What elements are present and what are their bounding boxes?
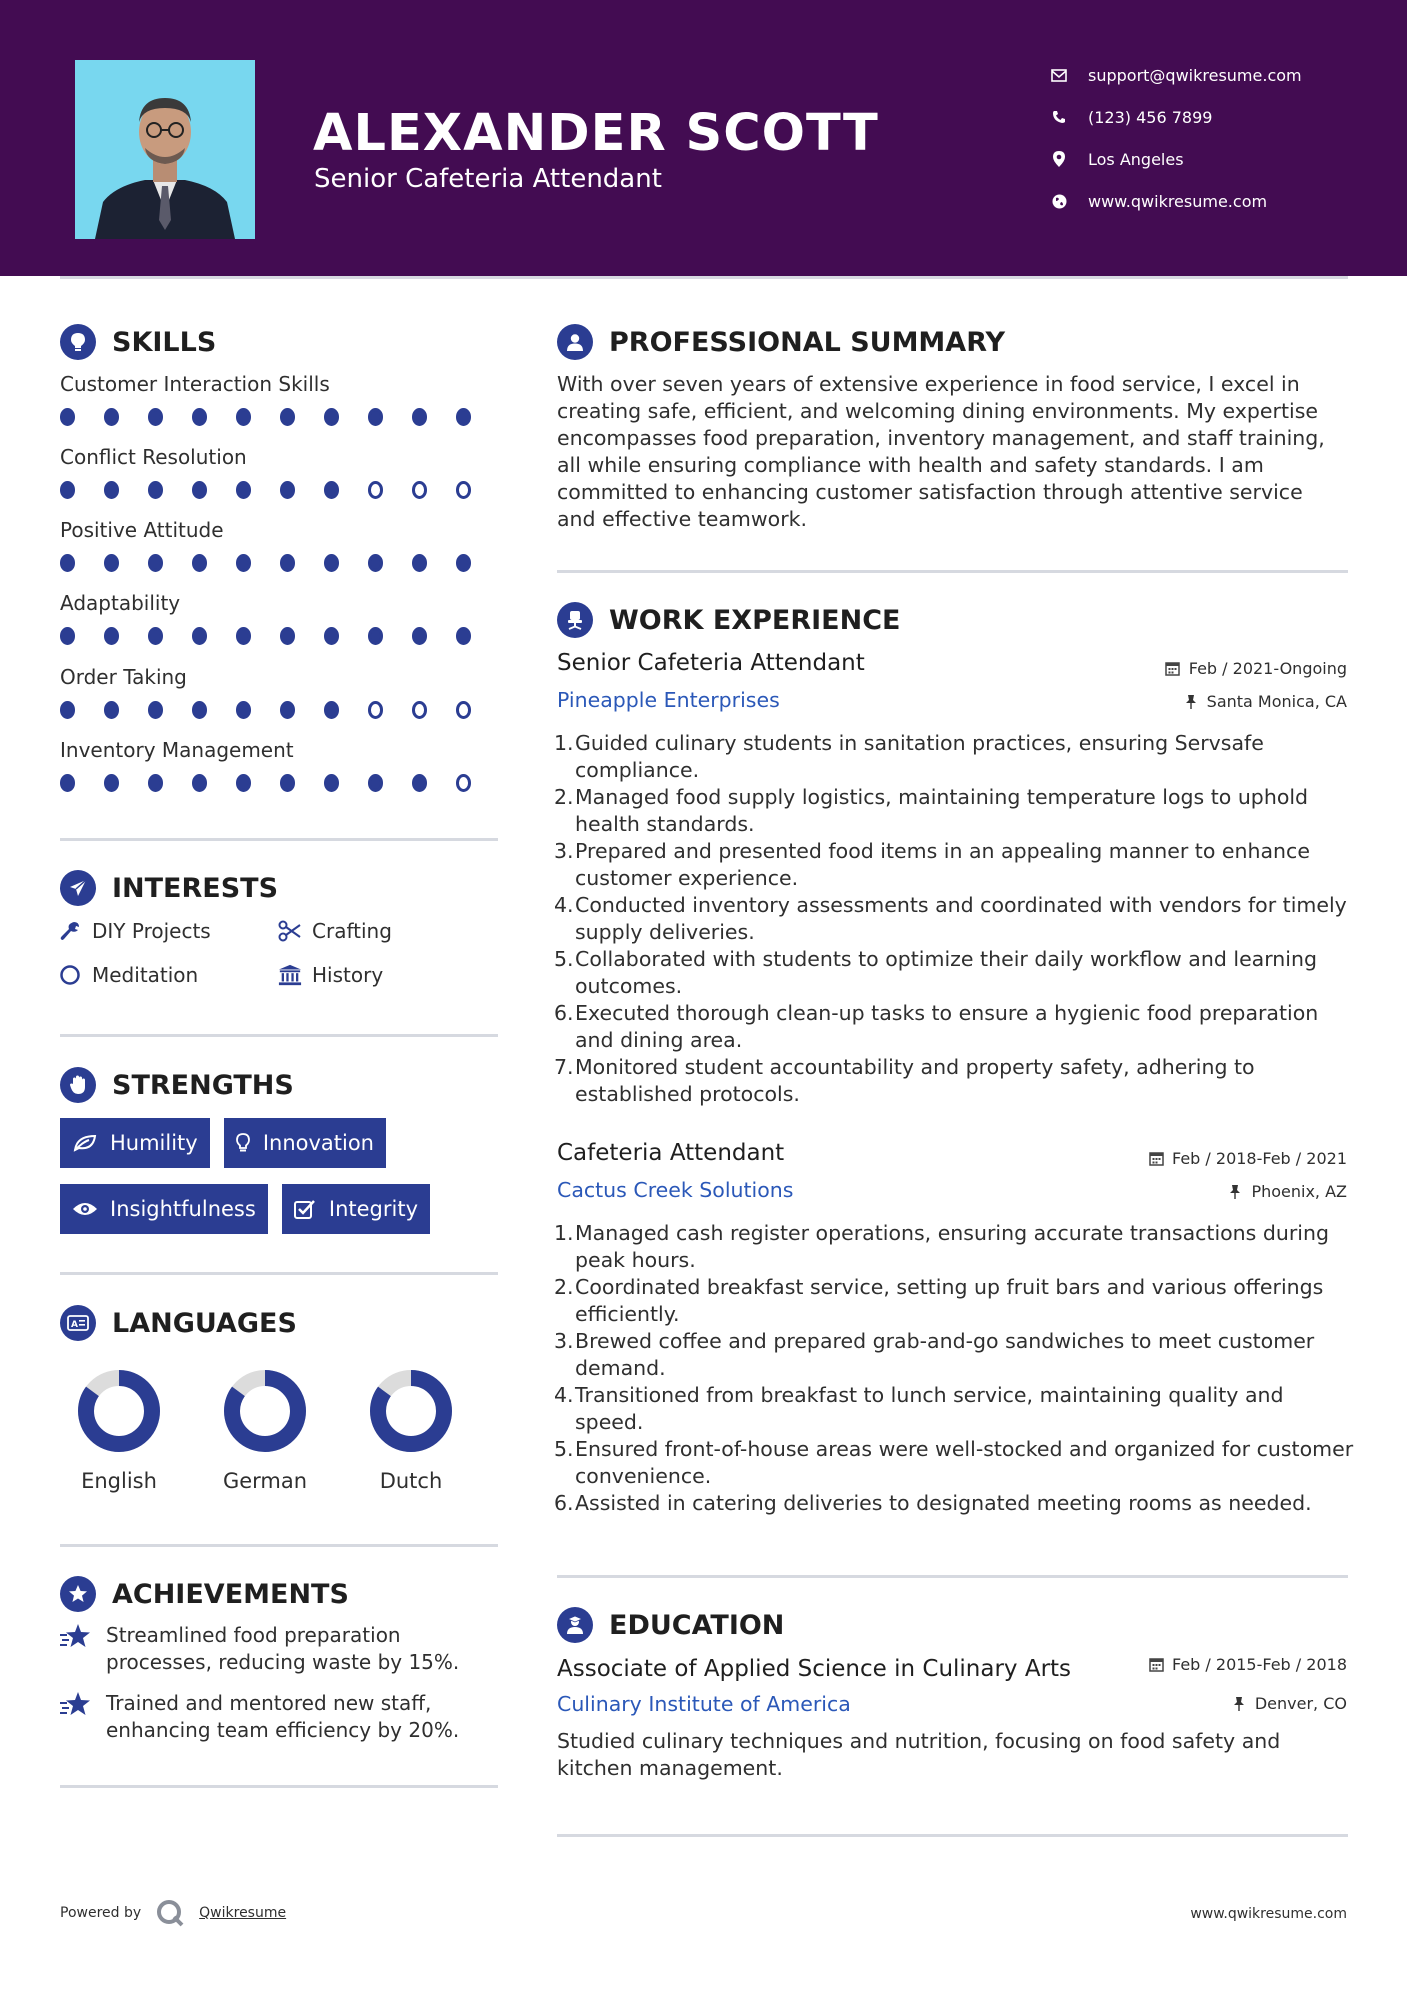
experience-heading xyxy=(557,602,900,638)
rating-dot-filled xyxy=(148,554,163,572)
star-icon xyxy=(60,1690,92,1720)
pushpin-icon xyxy=(1183,694,1199,710)
duty-item: 5. Collaborated with students to optimize their daily workflow and learning outcomes. xyxy=(554,947,1318,998)
rating-dot-empty xyxy=(456,481,471,499)
duty-item: 1. Managed cash register operations, ensuring accurate transactions during peak hours. xyxy=(554,1221,1330,1272)
strengths-heading-text: STRENGTHS xyxy=(112,1069,294,1101)
rating-dot-empty xyxy=(456,774,471,792)
contact-location xyxy=(1050,138,1302,180)
skills-heading xyxy=(60,324,216,360)
duty-item: 7. Monitored student accountability and property safety, adhering to established protocols. xyxy=(554,1055,1255,1106)
interest-item xyxy=(278,919,392,943)
duty-item: 6. Assisted in catering deliveries to designated meeting rooms as needed. xyxy=(554,1491,1312,1515)
duty-item: 1. Guided culinary students in sanitation practices, ensuring Servsafe compliance. xyxy=(554,731,1264,782)
language-item xyxy=(59,1367,179,1493)
job-title: Senior Cafeteria Attendant xyxy=(557,650,865,676)
rating-dot-filled xyxy=(280,774,295,792)
paper-plane-icon xyxy=(60,870,96,906)
duty-item: 4. Transitioned from breakfast to lunch service, maintaining quality and speed. xyxy=(554,1383,1284,1434)
strength-label: Innovation xyxy=(262,1131,374,1155)
star-badge-icon xyxy=(60,1576,96,1612)
skill-rating xyxy=(60,627,500,645)
rating-dot-filled xyxy=(148,701,163,719)
rating-dot-filled xyxy=(324,554,339,572)
language-item xyxy=(205,1367,325,1493)
svg-text:A: A xyxy=(71,1320,78,1330)
skill-name: Order Taking xyxy=(60,665,187,689)
calendar-icon xyxy=(1148,1151,1164,1167)
envelope-icon xyxy=(1050,66,1068,84)
education-location-text: Denver, CO xyxy=(1254,1694,1347,1713)
skill-name: Positive Attitude xyxy=(60,518,224,542)
skill-item xyxy=(60,372,500,426)
institution-icon xyxy=(278,963,302,987)
globe-icon xyxy=(1050,192,1068,210)
languages-heading-text: LANGUAGES xyxy=(112,1307,297,1339)
education-location xyxy=(1231,1694,1347,1713)
strength-badge xyxy=(224,1118,386,1168)
skill-name: Inventory Management xyxy=(60,738,294,762)
hand-icon xyxy=(60,1067,96,1103)
footer-website[interactable]: www.qwikresume.com xyxy=(1190,1906,1347,1922)
interest-item xyxy=(278,963,383,987)
rating-dot-filled xyxy=(104,627,119,645)
rating-dot-filled xyxy=(104,408,119,426)
rating-dot-filled xyxy=(192,774,207,792)
interest-item xyxy=(58,963,198,987)
rating-dot-filled xyxy=(236,554,251,572)
experience-heading-text: WORK EXPERIENCE xyxy=(609,604,901,636)
education-description: Studied culinary techniques and nutrition, focusing on food safety and kitchen management. xyxy=(557,1729,1281,1780)
duty-item: 2. Coordinated breakfast service, setting up fruit bars and various offerings efficiently. xyxy=(554,1275,1324,1326)
duty-item: 3. Brewed coffee and prepared grab-and-go sandwiches to meet customer demand. xyxy=(554,1329,1315,1380)
achievement-item xyxy=(60,1690,500,1744)
achievements-heading xyxy=(60,1576,349,1612)
section-divider xyxy=(557,1575,1348,1578)
skill-item xyxy=(60,665,500,719)
language-name: English xyxy=(81,1469,157,1493)
skill-item xyxy=(60,445,500,499)
rating-dot-filled xyxy=(456,408,471,426)
circle-icon xyxy=(58,963,82,987)
education-dates xyxy=(1148,1655,1347,1674)
rating-dot-filled xyxy=(192,627,207,645)
rating-dot-filled xyxy=(148,774,163,792)
job-dates xyxy=(1165,659,1347,678)
skill-name: Adaptability xyxy=(60,591,181,615)
strength-label: Integrity xyxy=(328,1197,418,1221)
strength-label: Humility xyxy=(110,1131,198,1155)
graduate-icon xyxy=(557,1607,593,1643)
rating-dot-filled xyxy=(192,481,207,499)
profile-photo xyxy=(75,60,255,239)
language-item xyxy=(351,1367,471,1493)
language-donut xyxy=(221,1367,309,1455)
rating-dot-filled xyxy=(60,701,75,719)
skill-name: Conflict Resolution xyxy=(60,445,247,469)
wrench-icon xyxy=(58,919,82,943)
section-divider xyxy=(60,838,498,841)
leaf-icon xyxy=(72,1132,98,1154)
strengths-heading xyxy=(60,1067,294,1103)
rating-dot-filled xyxy=(104,774,119,792)
skill-item xyxy=(60,738,500,792)
rating-dot-filled xyxy=(192,554,207,572)
rating-dot-filled xyxy=(456,554,471,572)
achievements-heading-text: ACHIEVEMENTS xyxy=(112,1578,349,1610)
header-divider xyxy=(60,276,1348,279)
rating-dot-filled xyxy=(148,627,163,645)
rating-dot-filled xyxy=(280,554,295,572)
interest-item xyxy=(58,919,211,943)
language-donut xyxy=(367,1367,455,1455)
lightbulb-icon xyxy=(236,1132,251,1154)
languages-heading xyxy=(60,1305,297,1341)
rating-dot-empty xyxy=(368,701,383,719)
section-divider xyxy=(60,1785,498,1788)
qwikresume-logo-icon xyxy=(155,1898,185,1928)
rating-dot-filled xyxy=(236,408,251,426)
job-location-text: Santa Monica, CA xyxy=(1206,692,1347,711)
achievement-item xyxy=(60,1622,500,1676)
duty-item: 6. Executed thorough clean-up tasks to ensure a hygienic food preparation and dining area. xyxy=(554,1001,1319,1052)
contact-email-text: support@qwikresume.com xyxy=(1088,65,1302,85)
rating-dot-filled xyxy=(324,701,339,719)
duty-item: 3. Prepared and presented food items in an appealing manner to enhance customer experience. xyxy=(554,839,1310,890)
rating-dot-filled xyxy=(324,627,339,645)
rating-dot-filled xyxy=(60,408,75,426)
rating-dot-filled xyxy=(280,627,295,645)
pushpin-icon xyxy=(1227,1184,1243,1200)
strength-badge xyxy=(60,1118,210,1168)
rating-dot-filled xyxy=(368,408,383,426)
rating-dot-filled xyxy=(104,481,119,499)
candidate-title: Senior Cafeteria Attendant xyxy=(314,164,662,194)
rating-dot-empty xyxy=(456,701,471,719)
job-location-text: Phoenix, AZ xyxy=(1251,1182,1347,1201)
rating-dot-filled xyxy=(236,627,251,645)
job-dates-text: Feb / 2021-Ongoing xyxy=(1188,659,1347,678)
rating-dot-empty xyxy=(412,481,427,499)
interest-label: History xyxy=(312,963,384,987)
contact-website-text: www.qwikresume.com xyxy=(1088,191,1268,211)
rating-dot-filled xyxy=(368,627,383,645)
section-divider xyxy=(557,1834,1348,1837)
candidate-name: ALEXANDER SCOTT xyxy=(313,104,879,163)
rating-dot-filled xyxy=(192,408,207,426)
rating-dot-filled xyxy=(324,774,339,792)
job-location xyxy=(1183,692,1347,711)
rating-dot-filled xyxy=(148,481,163,499)
achievement-text: Streamlined food preparation processes, reducing waste by 15%. xyxy=(106,1623,460,1674)
duty-item: 4. Conducted inventory assessments and coordinated with vendors for timely supply deliveries. xyxy=(554,893,1347,944)
interest-label: Meditation xyxy=(92,963,199,987)
interest-label: Crafting xyxy=(312,919,392,943)
contact-website[interactable] xyxy=(1050,180,1302,222)
phone-icon xyxy=(1050,108,1068,126)
education-heading-text: EDUCATION xyxy=(609,1609,785,1641)
language-name: German xyxy=(222,1469,308,1493)
skill-rating xyxy=(60,408,500,426)
powered-by-text: Powered by xyxy=(60,1905,142,1921)
rating-dot-filled xyxy=(412,774,427,792)
checkbox-icon xyxy=(294,1198,317,1220)
duty-item: 2. Managed food supply logistics, maintaining temperature logs to uphold health standards. xyxy=(554,785,1309,836)
calendar-icon xyxy=(1148,1657,1164,1673)
job-dates xyxy=(1148,1149,1347,1168)
rating-dot-filled xyxy=(368,774,383,792)
rating-dot-filled xyxy=(280,701,295,719)
rating-dot-filled xyxy=(104,701,119,719)
rating-dot-filled xyxy=(412,554,427,572)
school-name[interactable]: Culinary Institute of America xyxy=(557,1692,851,1716)
degree-title: Associate of Applied Science in Culinary Arts xyxy=(557,1656,1072,1682)
strength-badge xyxy=(282,1184,430,1234)
rating-dot-empty xyxy=(368,481,383,499)
interests-heading xyxy=(60,870,278,906)
company-name[interactable]: Cactus Creek Solutions xyxy=(557,1178,794,1202)
skill-rating xyxy=(60,701,500,719)
footer-branding xyxy=(60,1898,286,1928)
language-donut xyxy=(75,1367,163,1455)
section-divider xyxy=(557,570,1348,573)
eye-icon xyxy=(72,1198,98,1220)
qwikresume-link[interactable]: Qwikresume xyxy=(199,1905,287,1921)
skill-rating xyxy=(60,554,500,572)
calendar-icon xyxy=(1165,661,1181,677)
skill-item xyxy=(60,518,500,572)
rating-dot-filled xyxy=(104,554,119,572)
strength-badge xyxy=(60,1184,268,1234)
rating-dot-filled xyxy=(280,481,295,499)
contact-list xyxy=(1050,54,1302,222)
job-title: Cafeteria Attendant xyxy=(557,1140,785,1166)
section-divider xyxy=(60,1034,498,1037)
resume-header xyxy=(0,0,1407,276)
rating-dot-filled xyxy=(60,554,75,572)
summary-heading xyxy=(557,324,1005,360)
star-icon xyxy=(60,1622,92,1652)
rating-dot-filled xyxy=(192,701,207,719)
summary-heading-text: PROFESSIONAL SUMMARY xyxy=(609,326,1006,358)
rating-dot-filled xyxy=(148,408,163,426)
scissors-icon xyxy=(278,919,302,943)
education-dates-text: Feb / 2015-Feb / 2018 xyxy=(1172,1655,1347,1674)
rating-dot-filled xyxy=(368,554,383,572)
duty-item: 5. Ensured front-of-house areas were well-stocked and organized for customer convenience. xyxy=(554,1437,1354,1488)
rating-dot-filled xyxy=(60,481,75,499)
rating-dot-filled xyxy=(236,701,251,719)
section-divider xyxy=(60,1544,498,1547)
rating-dot-filled xyxy=(324,408,339,426)
section-divider xyxy=(60,1272,498,1275)
job-duties xyxy=(554,730,1357,1108)
rating-dot-filled xyxy=(60,774,75,792)
office-chair-icon xyxy=(557,602,593,638)
language-card-icon xyxy=(60,1305,96,1341)
rating-dot-filled xyxy=(236,481,251,499)
contact-location-text: Los Angeles xyxy=(1088,149,1184,169)
language-name: Dutch xyxy=(379,1469,443,1493)
rating-dot-filled xyxy=(60,627,75,645)
job-dates-text: Feb / 2018-Feb / 2021 xyxy=(1172,1149,1347,1168)
contact-phone[interactable] xyxy=(1050,96,1302,138)
interest-label: DIY Projects xyxy=(92,919,211,943)
lightbulb-icon xyxy=(60,324,96,360)
rating-dot-empty xyxy=(412,701,427,719)
pushpin-icon xyxy=(1231,1696,1247,1712)
achievement-text: Trained and mentored new staff, enhancing team efficiency by 20%. xyxy=(106,1691,460,1742)
rating-dot-filled xyxy=(280,408,295,426)
job-location xyxy=(1227,1182,1347,1201)
rating-dot-filled xyxy=(412,408,427,426)
map-pin-icon xyxy=(1050,150,1068,168)
interests-heading-text: INTERESTS xyxy=(112,872,279,904)
user-icon xyxy=(557,324,593,360)
contact-email[interactable] xyxy=(1050,54,1302,96)
skill-rating xyxy=(60,774,500,792)
education-heading xyxy=(557,1607,784,1643)
skills-heading-text: SKILLS xyxy=(112,326,217,358)
contact-phone-text: (123) 456 7899 xyxy=(1088,107,1213,127)
skill-item xyxy=(60,591,500,645)
company-name[interactable]: Pineapple Enterprises xyxy=(557,688,780,712)
strength-label: Insightfulness xyxy=(110,1197,256,1221)
skill-name: Customer Interaction Skills xyxy=(60,372,330,396)
rating-dot-filled xyxy=(324,481,339,499)
rating-dot-filled xyxy=(456,627,471,645)
rating-dot-filled xyxy=(412,627,427,645)
rating-dot-filled xyxy=(236,774,251,792)
skill-rating xyxy=(60,481,500,499)
job-duties xyxy=(554,1220,1357,1517)
summary-text: With over seven years of extensive experience in food service, I excel in creating safe, efficient, and welcoming dining environments. My expertise encompasses food preparation, inventory management, and staff training, all while ensuring compliance with health and safety standards. I am committed to enhancing customer satisfaction through attentive service and effective teamwork. xyxy=(557,372,1325,531)
